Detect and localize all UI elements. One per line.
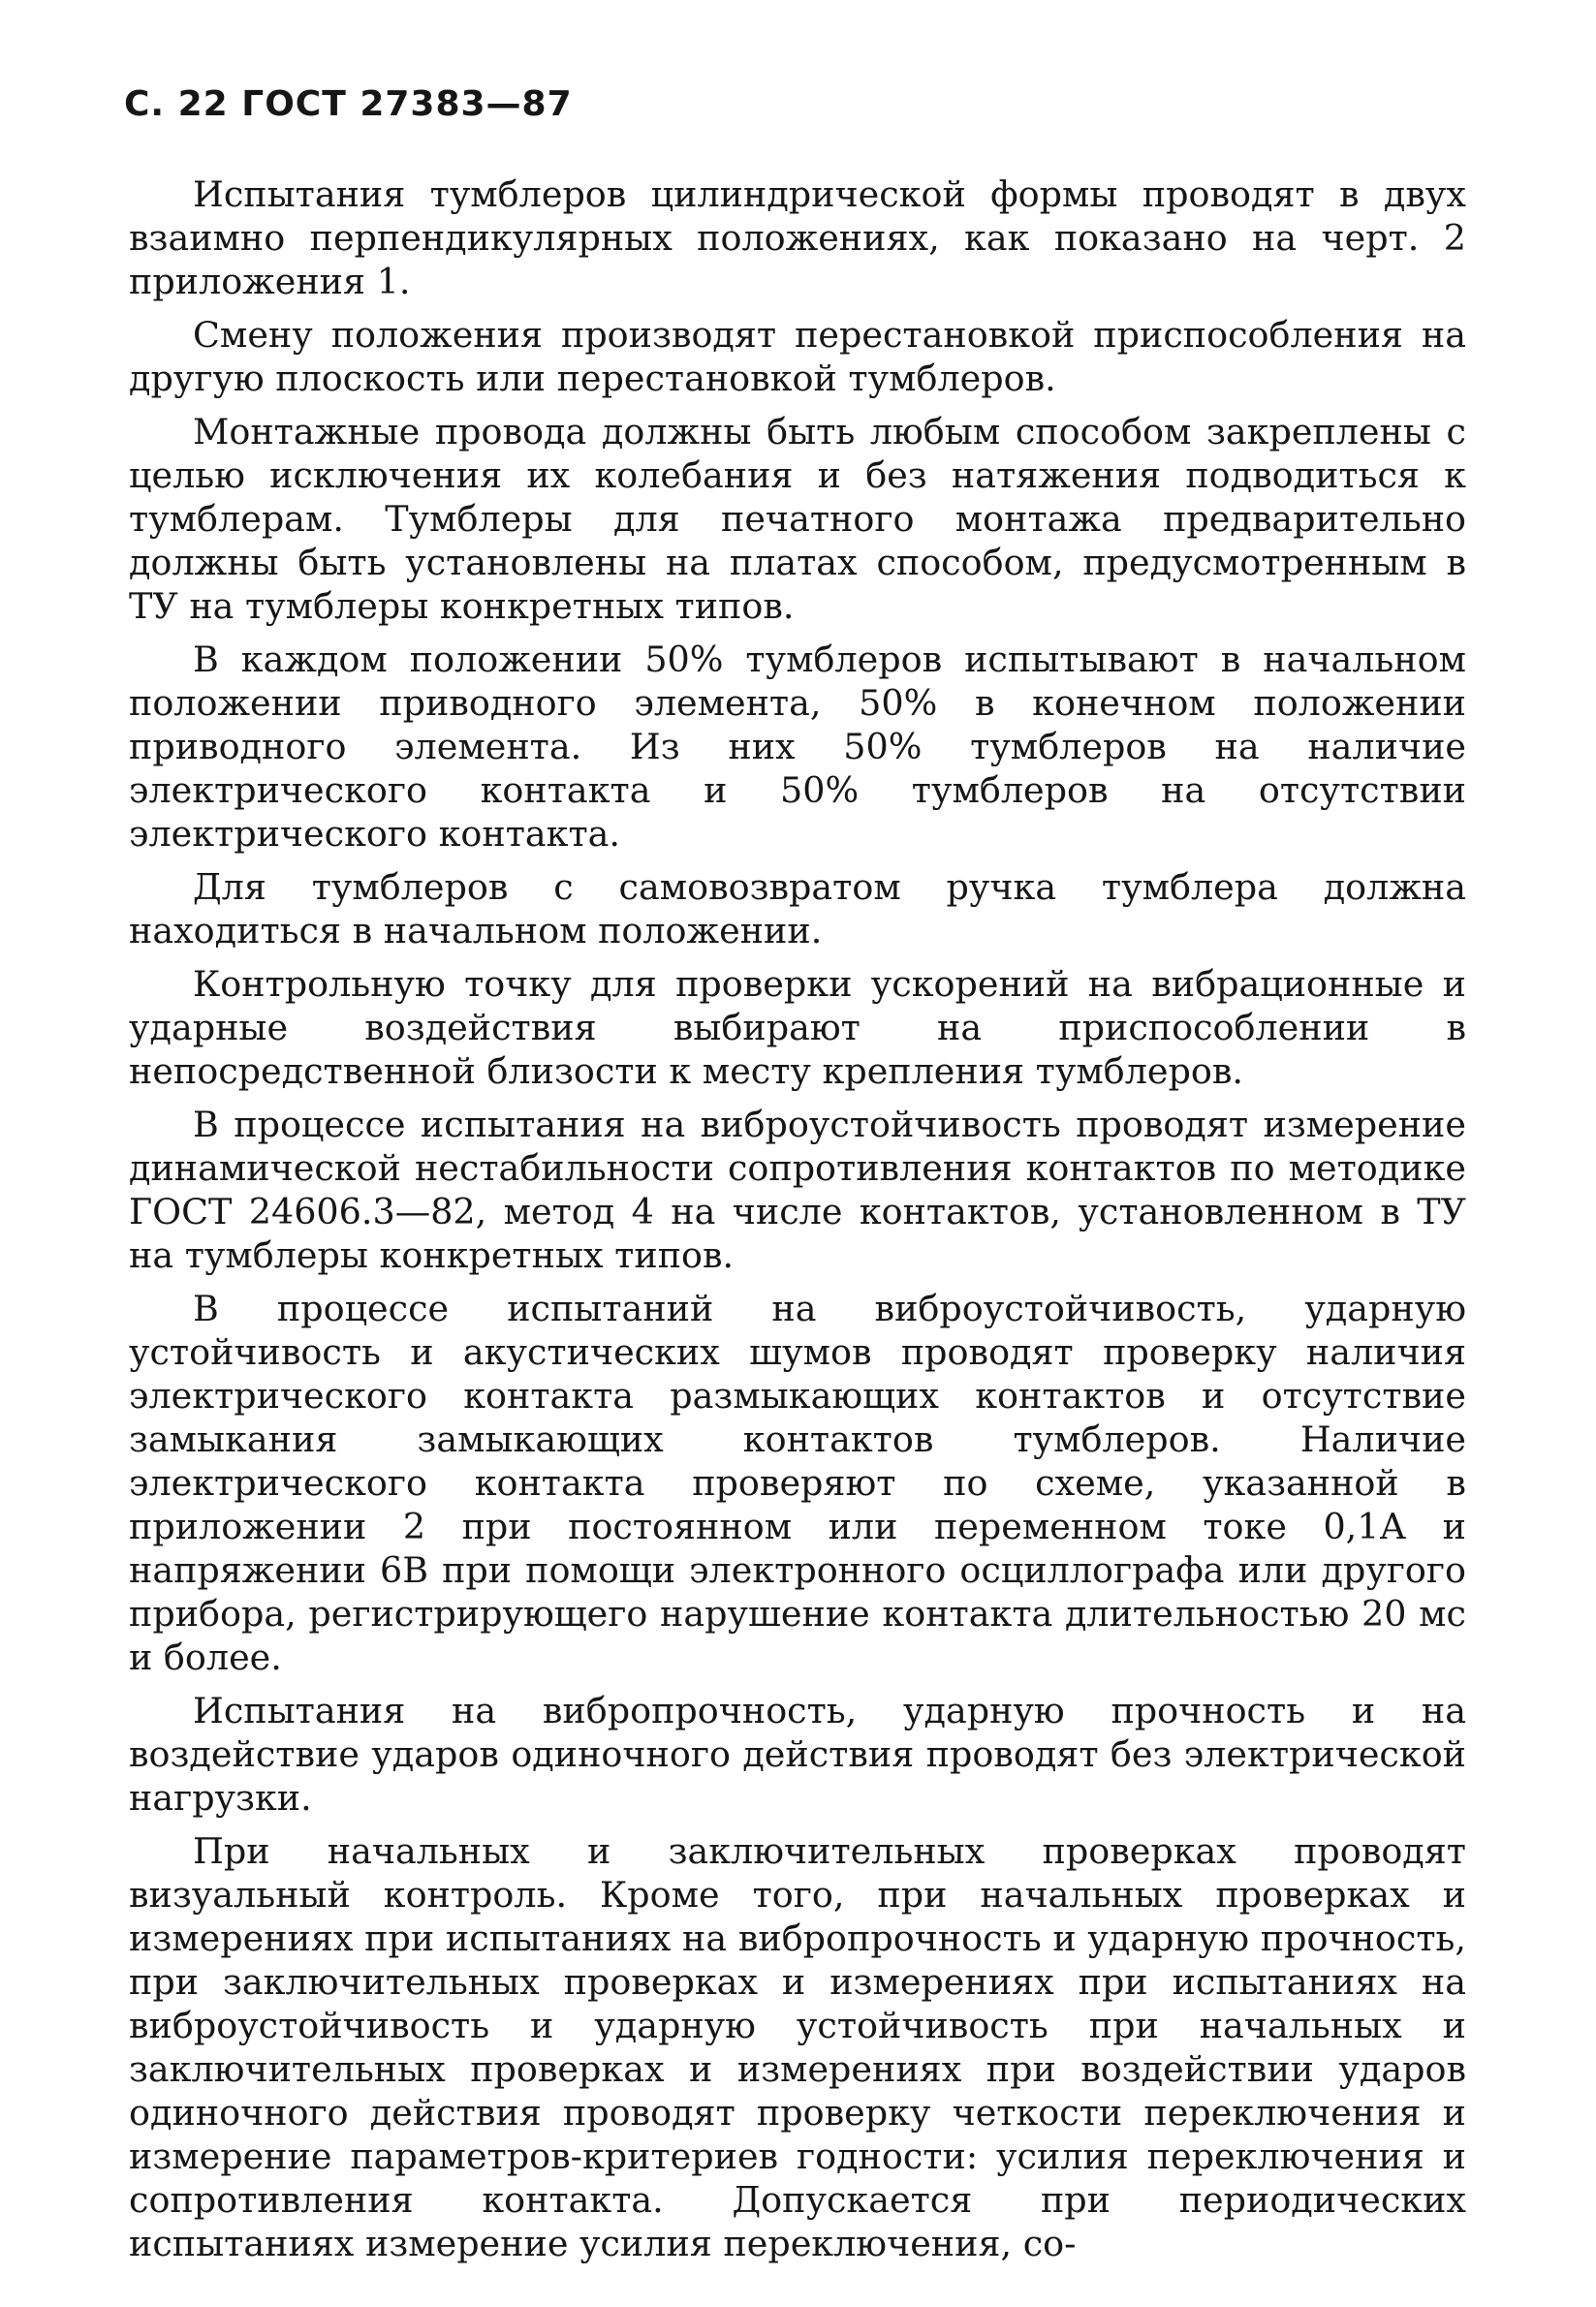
- page-header: С. 22 ГОСТ 27383—87: [124, 84, 573, 124]
- paragraph: Контрольную точку для проверки ускорений на вибрационные и ударные воздействия выбирают на приспособлении в непосредственной близости к месту крепления тумблеров.: [129, 963, 1466, 1092]
- paragraph: Смену положения производят перестановкой приспособления на другую плоскость или перестановкой тумблеров.: [129, 314, 1466, 399]
- paragraph: Испытания на вибропрочность, ударную прочность и на воздействие ударов одиночного действия проводят без электрической нагрузки.: [129, 1690, 1466, 1819]
- body-text: [129, 172, 1466, 2265]
- paragraph: При начальных и заключительных проверках проводят визуальный контроль. Кроме того, при начальных проверках и измерениях при испытаниях на вибропрочность и ударную прочность, при заключительных проверках и измерениях при испытаниях на виброустойчивость и ударную устойчивость при начальных и заключительных проверках и измерениях при воздействии ударов одиночного действия проводят проверку четкости переключения и измерение параметров-критериев годности: усилия переключения и сопротивления контакта. Допускается при периодических испытаниях измерение усилия переключения, со-: [129, 1830, 1466, 2264]
- paragraph: Испытания тумблеров цилиндрической формы проводят в двух взаимно перпендикулярных положениях, как показано на черт. 2 приложения 1.: [129, 173, 1466, 302]
- paragraph: В каждом положении 50% тумблеров испытывают в начальном положении приводного элемента, 50% в конечном положении приводного элемента. Из них 50% тумблеров на наличие электрического контакта и 50% тумблеров на отсутствии электрического контакта.: [129, 639, 1466, 855]
- paragraph: Для тумблеров с самовозвратом ручка тумблера должна находиться в начальном положении.: [129, 866, 1466, 951]
- paragraph: В процессе испытания на виброустойчивость проводят измерение динамической нестабильности сопротивления контактов по методике ГОСТ 24606.3—82, метод 4 на числе контактов, установленном в ТУ на тумблеры конкретных типов.: [129, 1104, 1466, 1276]
- paragraph: В процессе испытаний на виброустойчивость, ударную устойчивость и акустических шумов проводят проверку наличия электрического контакта размыкающих контактов и отсутствие замыкания замыкающих контактов тумблеров. Наличие электрического контакта проверяют по схеме, указанной в приложении 2 при постоянном или переменном токе 0,1А и напряжении 6В при помощи электронного осциллографа или другого прибора, регистрирующего нарушение контакта длительностью 20 мс и более.: [129, 1288, 1466, 1678]
- paragraph: Монтажные провода должны быть любым способом закреплены с целью исключения их колебания и без натяжения подводиться к тумблерам. Тумблеры для печатного монтажа предварительно должны быть установлены на платах способом, предусмотренным в ТУ на тумблеры конкретных типов.: [129, 411, 1466, 627]
